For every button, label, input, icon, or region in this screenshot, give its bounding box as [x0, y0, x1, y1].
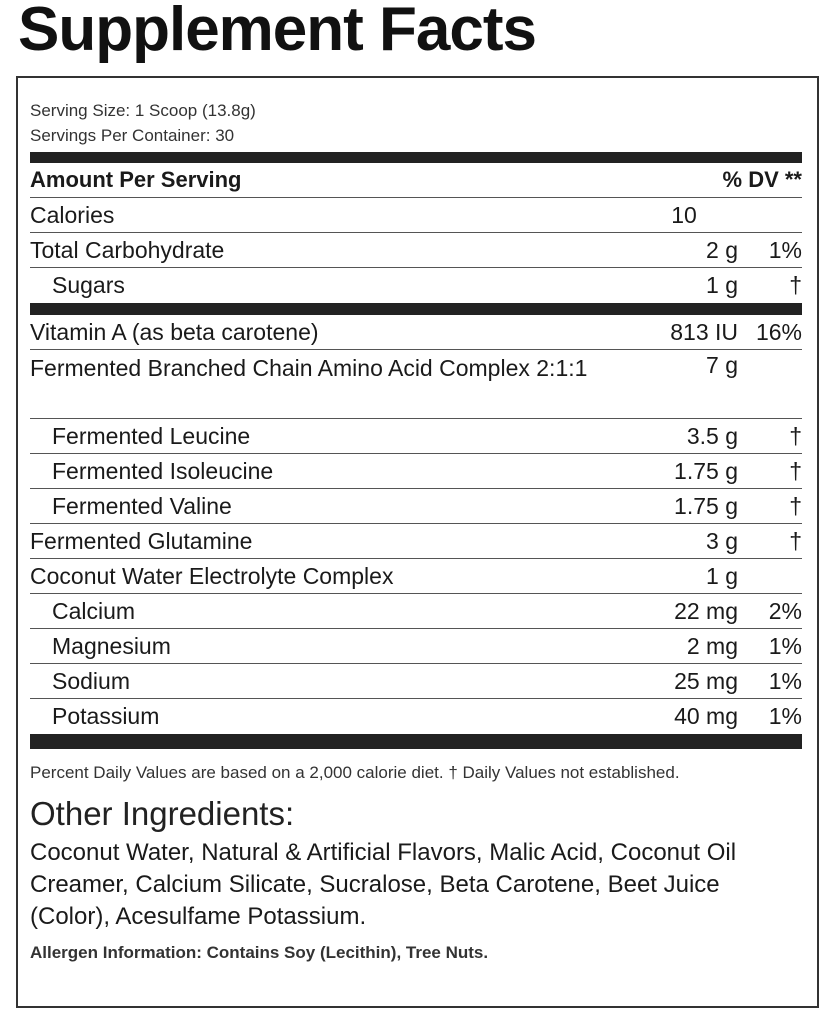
nutrient-name: Calcium: [52, 597, 136, 624]
other-ingredients-text: Coconut Water, Natural & Artificial Flavors, Malic Acid, Coconut Oil Creamer, Calcium Silicate, Sucralose, Beta Carotene, Beet Juice (Color), Acesulfame Potassium.: [30, 839, 737, 930]
nutrient-amount: 2 g: [706, 236, 738, 263]
divider-thick: [30, 152, 802, 163]
nutrient-dv: †: [789, 492, 802, 519]
nutrient-dv: 1%: [768, 632, 802, 659]
nutrient-row: [30, 454, 802, 489]
nutrient-amount: 1.75 g: [674, 492, 738, 519]
nutrient-name: Sugars: [52, 272, 125, 298]
nutrient-amount: 22 mg: [674, 597, 738, 624]
nutrient-name: Fermented Glutamine: [30, 527, 253, 554]
nutrient-name: Vitamin A (as beta carotene): [30, 318, 319, 345]
nutrient-name: Sodium: [52, 667, 130, 694]
nutrient-name: Coconut Water Electrolyte Complex: [30, 562, 394, 589]
nutrient-amount: 3.5 g: [686, 422, 738, 449]
nutrient-name: Fermented Branched Chain Amino Acid Complex 2:1:1: [30, 355, 588, 381]
page-title: Supplement Facts: [18, 0, 536, 64]
nutrient-name: Fermented Valine: [52, 492, 232, 519]
amount-header-row: [30, 163, 802, 198]
servings-per-container: Servings Per Container: 30: [30, 126, 235, 145]
nutrient-amount: 1 g: [706, 272, 738, 298]
nutrient-amount: 813 IU: [670, 318, 738, 345]
nutrient-row: [30, 489, 802, 524]
nutrient-name: Magnesium: [52, 632, 171, 659]
nutrient-dv: 1%: [768, 667, 802, 694]
nutrient-dv: 1%: [768, 703, 802, 729]
bcaa-row: [30, 350, 802, 419]
nutrient-amount: 1.75 g: [674, 457, 738, 484]
amount-per-serving-label: Amount Per Serving: [30, 167, 242, 192]
nutrient-dv: †: [789, 527, 802, 554]
vitamin-a-row: [30, 315, 802, 350]
calories-value: 10: [671, 201, 697, 228]
serving-size: Serving Size: 1 Scoop (13.8g): [30, 101, 256, 120]
allergen-information: Allergen Information: Contains Soy (Lecithin), Tree Nuts.: [30, 943, 489, 962]
nutrient-amount: 3 g: [706, 527, 738, 554]
nutrient-row: [30, 233, 802, 268]
nutrient-dv: 16%: [755, 318, 802, 345]
nutrient-name: Potassium: [52, 703, 160, 729]
divider-thick: [30, 303, 802, 315]
nutrient-name: Fermented Leucine: [52, 422, 251, 449]
calories-label: Calories: [30, 201, 115, 228]
nutrient-row: [30, 594, 802, 629]
calories-row: [30, 198, 802, 233]
nutrient-row: [30, 419, 802, 454]
nutrient-row: [30, 664, 802, 699]
other-ingredients-title: Other Ingredients:: [30, 795, 295, 832]
facts-content: [30, 98, 802, 963]
nutrient-name: Total Carbohydrate: [30, 236, 225, 263]
nutrient-amount: 7 g: [706, 352, 738, 378]
nutrient-name: Fermented Isoleucine: [52, 457, 274, 484]
divider-thick: [30, 734, 802, 749]
nutrient-amount: 1 g: [706, 562, 738, 589]
nutrient-amount: 25 mg: [674, 667, 738, 694]
nutrient-amount: 40 mg: [674, 703, 738, 729]
nutrient-amount: 2 mg: [686, 632, 738, 659]
nutrient-row: [30, 524, 802, 559]
dv-header-label: % DV **: [722, 167, 802, 192]
nutrient-row: [30, 699, 802, 734]
nutrient-row: [30, 629, 802, 664]
nutrient-dv: 2%: [768, 597, 802, 624]
nutrient-dv: †: [789, 422, 802, 449]
nutrient-dv: 1%: [768, 236, 802, 263]
nutrient-dv: †: [789, 272, 802, 298]
nutrient-row: [30, 559, 802, 594]
nutrient-dv: †: [789, 457, 802, 484]
nutrient-row: [30, 268, 802, 303]
supplement-facts-panel: [16, 76, 819, 1008]
daily-value-footnote: Percent Daily Values are based on a 2,000 calorie diet. † Daily Values not established.: [30, 763, 680, 782]
